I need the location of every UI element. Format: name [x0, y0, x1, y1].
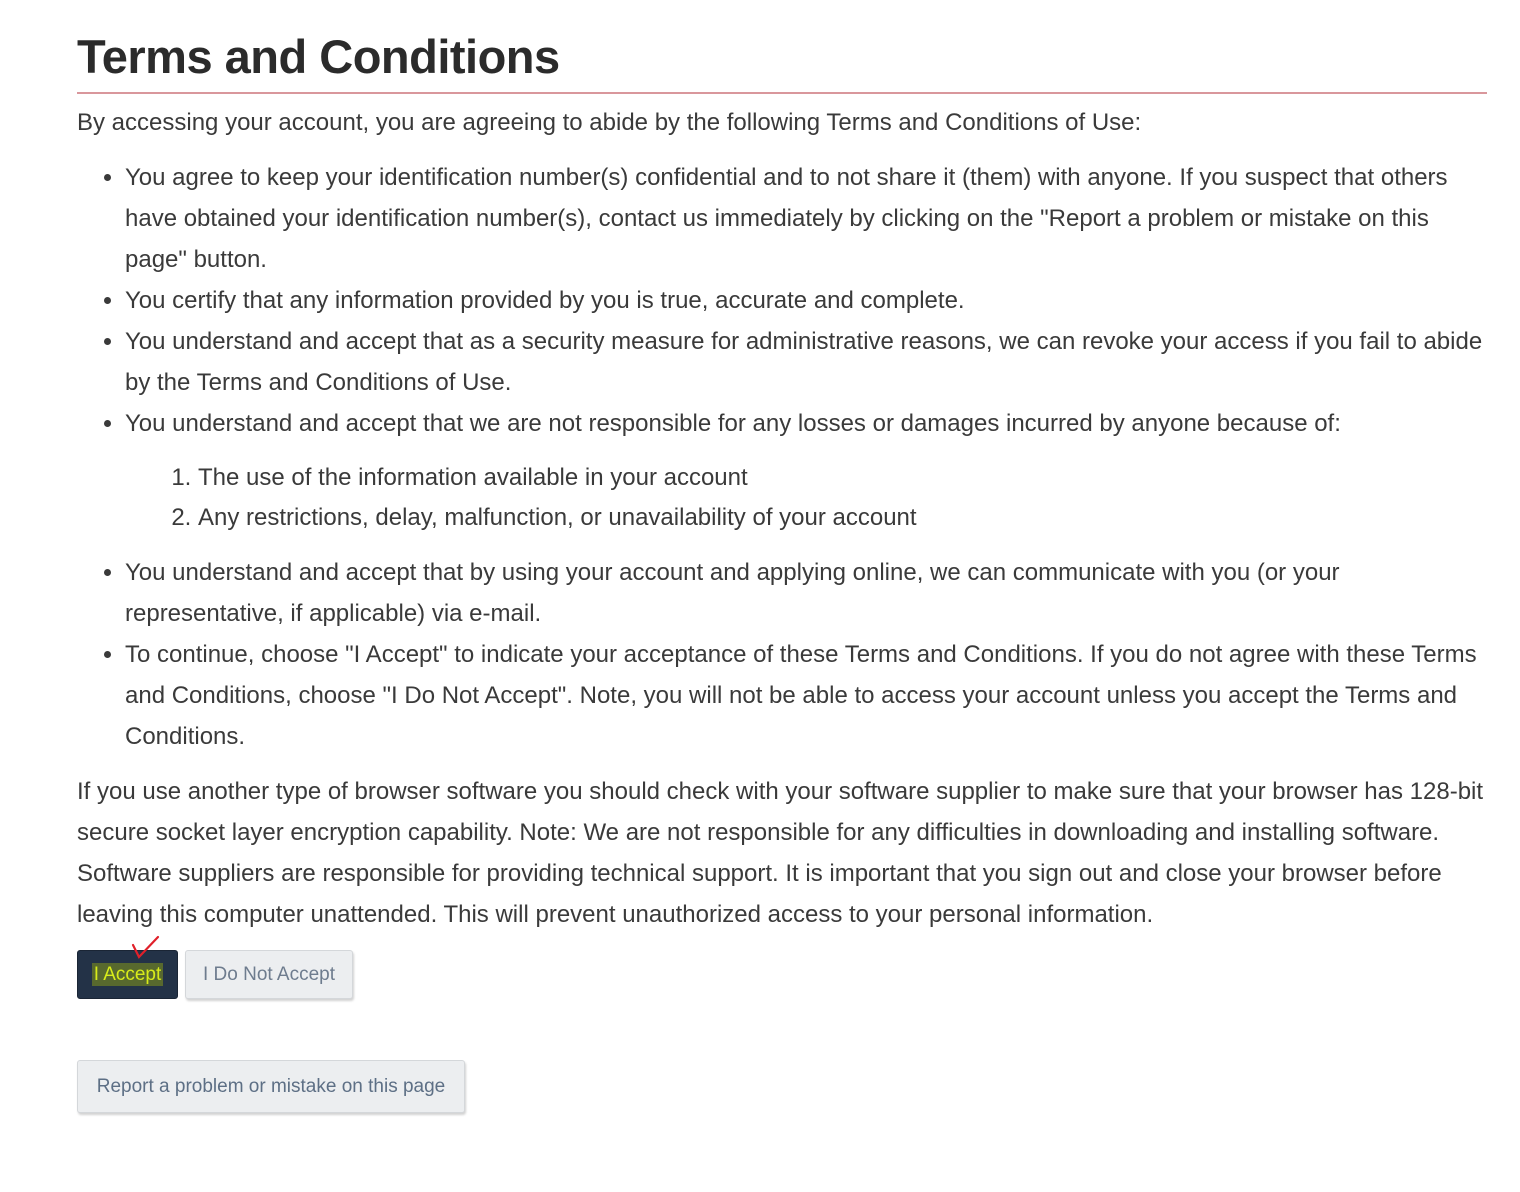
decline-button[interactable]: I Do Not Accept: [185, 950, 353, 999]
report-problem-button[interactable]: Report a problem or mistake on this page: [77, 1060, 465, 1113]
reasons-list: [125, 458, 1487, 538]
terms-item: • To continue, choose "I Accept" to indicate your acceptance of these Terms and Conditions. If you do not agree with these Terms and Conditions, choose "I Do Not Accept". Note, you will not be able to access your account unless you accept the Terms and Conditions.: [125, 634, 1487, 757]
accept-button-label: I Accept: [93, 963, 162, 985]
action-buttons: [77, 950, 1487, 999]
intro-text: By accessing your account, you are agreeing to abide by the following Terms and Conditions of Use:: [77, 109, 1142, 136]
terms-container: [77, 28, 1487, 1113]
page-title: Terms and Conditions: [77, 30, 560, 83]
terms-item: • You agree to keep your identification number(s) confidential and to not share it (them) with anyone. If you suspect that others have obtained your identification number(s), contact us immediately by clicking on the "Report a problem or mistake on this page" button.: [125, 157, 1487, 280]
terms-item: • You understand and accept that as a security measure for administrative reasons, we can revoke your access if you fail to abide by the Terms and Conditions of Use.: [125, 321, 1487, 403]
terms-item: • You understand and accept that by using your account and applying online, we can communicate with you (or your representative, if applicable) via e-mail.: [125, 552, 1487, 634]
terms-item-text: You understand and accept that we are not responsible for any losses or damages incurred by anyone because of:: [125, 410, 1341, 437]
outro-text: If you use another type of browser software you should check with your software supplier to make sure that your browser has 128-bit secure socket layer encryption capability. Note: We are not responsible for any difficulties in downloading and installing software. Software suppliers are responsible for providing technical support. It is important that you sign out and close your browser before leaving this computer unattended. This will prevent unauthorized access to your personal information.: [77, 778, 1484, 928]
terms-item: [125, 403, 1487, 538]
title-divider: [77, 92, 1487, 94]
reason-item: 1. The use of the information available in your account: [198, 458, 1487, 498]
accept-button[interactable]: [77, 950, 178, 999]
reason-item: 2. Any restrictions, delay, malfunction, or unavailability of your account: [198, 498, 1487, 538]
terms-item: • You certify that any information provided by you is true, accurate and complete.: [125, 280, 1487, 321]
checkmark-icon: [131, 935, 161, 961]
terms-list: [77, 157, 1487, 757]
